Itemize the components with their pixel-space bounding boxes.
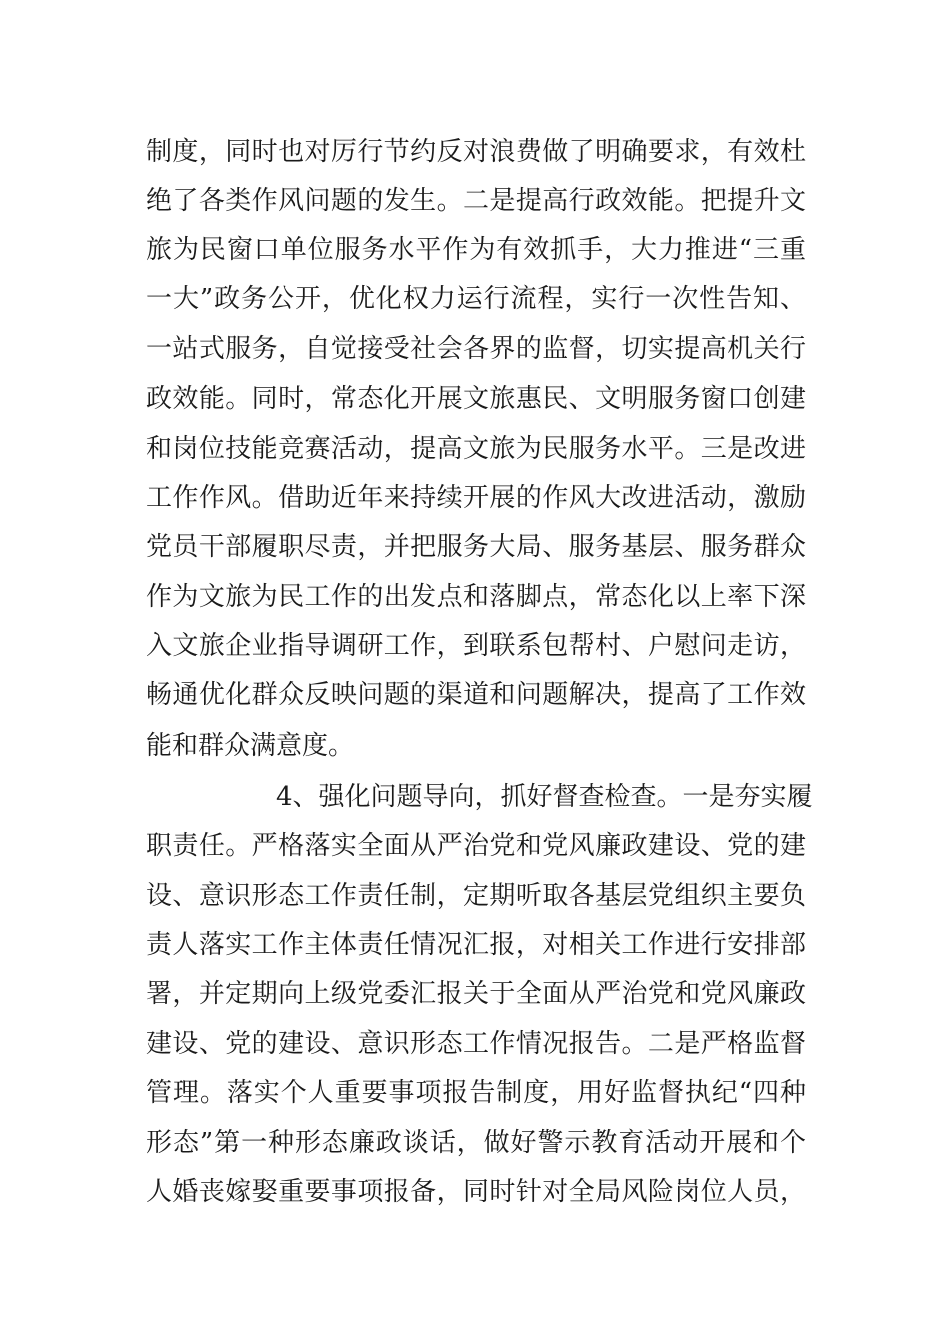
text-line: 建设、党的建设、意识形态工作情况报告。二是严格监督 (146, 1029, 806, 1059)
text-line: 一站式服务，自觉接受社会各界的监督，切实提高机关行 (146, 334, 806, 364)
text-line: 署，并定期向上级党委汇报关于全面从严治党和党风廉政 (146, 979, 806, 1009)
text-line: 职责任。严格落实全面从严治党和党风廉政建设、党的建 (146, 831, 806, 861)
section-heading-line: 4、强化问题导向，抓好督查检查。一是夯实履 (276, 782, 813, 812)
text-line: 形态”第一种形态廉政谈话，做好警示教育活动开展和个 (146, 1128, 806, 1158)
text-line: 作为文旅为民工作的出发点和落脚点，常态化以上率下深 (146, 582, 806, 612)
text-line: 一大”政务公开，优化权力运行流程，实行一次性告知、 (146, 284, 806, 314)
paragraph-end-line: 能和群众满意度。 (146, 731, 355, 761)
text-line: 制度，同时也对厉行节约反对浪费做了明确要求，有效杜 (146, 137, 806, 167)
text-line: 和岗位技能竞赛活动，提高文旅为民服务水平。三是改进 (146, 434, 806, 464)
text-line: 人婚丧嫁娶重要事项报备，同时针对全局风险岗位人员， (146, 1177, 806, 1207)
text-line: 设、意识形态工作责任制，定期听取各基层党组织主要负 (146, 881, 806, 911)
text-line: 绝了各类作风问题的发生。二是提高行政效能。把提升文 (146, 186, 806, 216)
text-line: 旅为民窗口单位服务水平作为有效抓手，大力推进“三重 (146, 235, 806, 265)
text-line: 责人落实工作主体责任情况汇报，对相关工作进行安排部 (146, 930, 806, 960)
text-line: 管理。落实个人重要事项报告制度，用好监督执纪“四种 (146, 1078, 806, 1108)
text-line: 党员干部履职尽责，并把服务大局、服务基层、服务群众 (146, 532, 806, 562)
text-line: 政效能。同时，常态化开展文旅惠民、文明服务窗口创建 (146, 384, 806, 414)
text-line: 畅通优化群众反映问题的渠道和问题解决，提高了工作效 (146, 680, 806, 710)
text-line: 入文旅企业指导调研工作，到联系包帮村、户慰问走访， (146, 631, 806, 661)
text-line: 工作作风。借助近年来持续开展的作风大改进活动，激励 (146, 483, 806, 513)
